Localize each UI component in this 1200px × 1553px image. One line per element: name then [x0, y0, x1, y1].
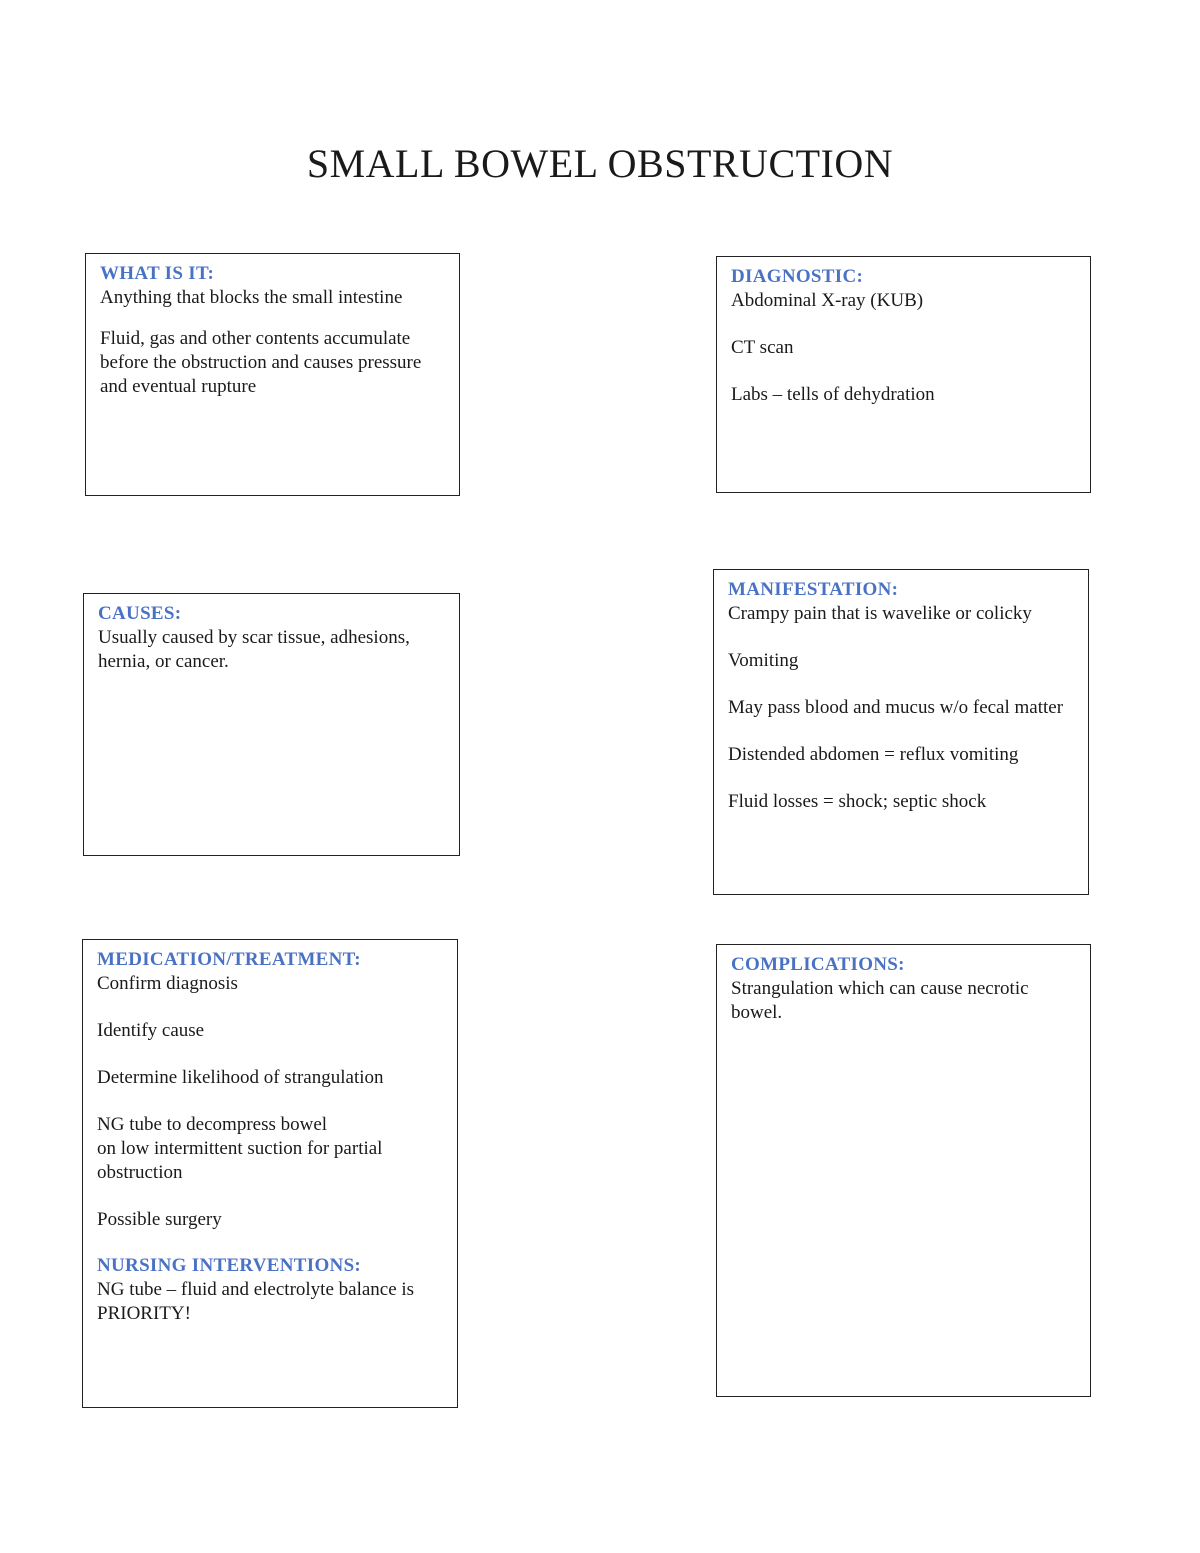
what-is-it-text-2: Fluid, gas and other contents accumulate before the obstruction and causes pressure and eventual rupture	[100, 328, 422, 397]
medication-item-3: Determine likelihood of strangulation	[97, 1067, 384, 1088]
medication-heading: MEDICATION/TREATMENT:	[97, 949, 361, 970]
causes-box	[83, 593, 460, 856]
nursing-interventions-heading: NURSING INTERVENTIONS:	[97, 1255, 362, 1276]
diagnostic-box	[716, 256, 1091, 493]
causes-heading: CAUSES:	[98, 603, 182, 624]
complications-box	[716, 944, 1091, 1397]
manifestation-box	[713, 569, 1089, 895]
nursing-interventions-text: NG tube – fluid and electrolyte balance is PRIORITY!	[97, 1279, 415, 1324]
manifestation-heading: MANIFESTATION:	[728, 579, 899, 600]
causes-text: Usually caused by scar tissue, adhesions, hernia, or cancer.	[98, 627, 410, 672]
diagnostic-item-2: CT scan	[731, 337, 794, 358]
page-title: SMALL BOWEL OBSTRUCTION	[306, 141, 894, 186]
diagnostic-item-3: Labs – tells of dehydration	[731, 384, 935, 405]
manifestation-item-3: May pass blood and mucus w/o fecal matter	[728, 697, 1064, 718]
manifestation-item-1: Crampy pain that is wavelike or colicky	[728, 603, 1032, 624]
diagnostic-heading: DIAGNOSTIC:	[731, 266, 864, 287]
medication-item-5: on low intermittent suction for partial obstruction	[97, 1138, 383, 1183]
medication-item-4: NG tube to decompress bowel	[97, 1114, 328, 1135]
manifestation-item-5: Fluid losses = shock; septic shock	[728, 791, 987, 812]
what-is-it-box	[85, 253, 460, 496]
medication-item-1: Confirm diagnosis	[97, 973, 238, 994]
manifestation-item-2: Vomiting	[728, 650, 799, 671]
medication-item-6: Possible surgery	[97, 1209, 222, 1230]
complications-text: Strangulation which can cause necrotic bowel.	[731, 978, 1029, 1023]
diagnostic-item-1: Abdominal X-ray (KUB)	[731, 290, 924, 311]
medication-item-2: Identify cause	[97, 1020, 205, 1041]
medication-treatment-box	[82, 939, 458, 1408]
complications-heading: COMPLICATIONS:	[731, 954, 905, 975]
what-is-it-text-1: Anything that blocks the small intestine	[100, 287, 403, 308]
manifestation-item-4: Distended abdomen = reflux vomiting	[728, 744, 1019, 765]
what-is-it-heading: WHAT IS IT:	[100, 263, 215, 284]
